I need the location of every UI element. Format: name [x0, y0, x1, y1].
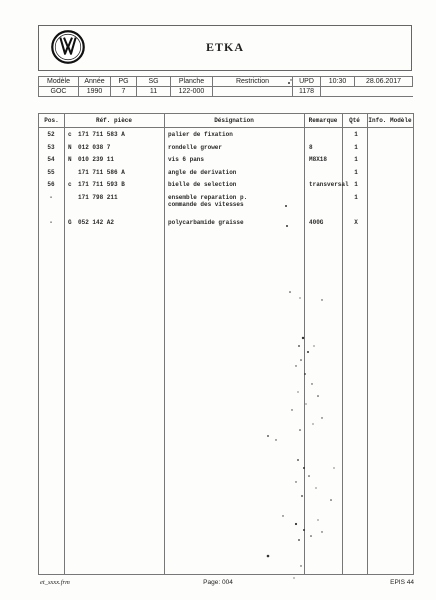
meta-value-row — [39, 87, 413, 97]
row-pos: - — [49, 218, 53, 226]
meta-value-pg: 7 — [111, 87, 137, 97]
header-qte: Qté — [349, 117, 360, 124]
row-pos: 55 — [47, 168, 55, 176]
row-prefix: N — [68, 143, 72, 151]
row-designation: vis 6 pans — [168, 156, 205, 164]
header-designation: Désignation — [214, 117, 254, 124]
row-ref: 171 711 583 A — [78, 131, 125, 138]
meta-label-row — [39, 77, 413, 87]
meta-value-upd: 1178 — [293, 87, 321, 97]
meta-date: 28.06.2017 — [355, 77, 413, 87]
meta-value-modele: GOC — [39, 87, 79, 97]
table-row — [39, 191, 413, 213]
table-row — [39, 128, 413, 141]
footer-page: Page: 004 — [203, 579, 233, 586]
row-prefix: G — [68, 218, 72, 226]
meta-label-restriction: Restriction — [213, 77, 293, 87]
meta-value-empty-1 — [321, 87, 355, 97]
meta-value-restriction — [213, 87, 293, 97]
table-header — [39, 114, 413, 128]
meta-label-pg: PG — [111, 77, 137, 87]
row-qte: 1 — [354, 181, 358, 189]
meta-value-planche: 122-000 — [171, 87, 213, 97]
row-designation: rondelle grower — [168, 143, 223, 151]
row-ref: 052 142 A2 — [78, 218, 115, 226]
row-remarque: transversal — [309, 181, 349, 189]
row-designation: angle de derivation — [168, 168, 237, 176]
row-remarque: 400G — [309, 218, 324, 226]
meta-value-empty-2 — [355, 87, 413, 97]
row-qte: 1 — [354, 168, 358, 176]
row-ref: 171 798 211 — [78, 193, 118, 201]
row-ref: 012 038 7 — [78, 143, 111, 151]
row-qte: 1 — [354, 193, 358, 201]
table-row — [39, 153, 413, 166]
row-pos: 53 — [47, 143, 55, 151]
row-designation: polycarbamide graisse — [168, 218, 244, 226]
header-box — [38, 25, 412, 71]
meta-label-planche: Planche — [171, 77, 213, 87]
row-remarque: 8 — [309, 143, 313, 151]
header-pos: Pos. — [44, 117, 59, 124]
table-row — [39, 216, 413, 229]
row-remarque: M8X18 — [309, 156, 328, 164]
row-pos: 52 — [47, 131, 55, 138]
header-ref: Réf. pièce — [95, 117, 132, 124]
meta-label-modele: Modèle — [39, 77, 79, 87]
table-row — [39, 141, 413, 154]
meta-value-annee: 1990 — [79, 87, 111, 97]
meta-label-sg: SG — [137, 77, 171, 87]
row-qte: 1 — [354, 131, 358, 138]
row-prefix: N — [68, 156, 72, 164]
row-prefix: c — [68, 131, 72, 138]
footer-form-name: et_sxxx.frm — [40, 579, 70, 586]
header-info: Info. Modèle — [368, 117, 412, 124]
row-pos: 56 — [47, 181, 55, 189]
row-designation: bielle de selection — [168, 181, 237, 189]
row-designation: palier de fixation — [168, 131, 233, 138]
table-row — [39, 166, 413, 179]
meta-time: 10:30 — [321, 77, 355, 87]
meta-table — [38, 76, 413, 97]
row-ref: 171 711 593 B — [78, 181, 125, 189]
row-pos: - — [49, 193, 53, 201]
row-ref: 010 239 11 — [78, 156, 115, 164]
meta-value-sg: 11 — [137, 87, 171, 97]
meta-label-annee: Année — [79, 77, 111, 87]
table-body — [39, 128, 413, 229]
meta-label-upd: UPD — [293, 77, 321, 87]
header-remarque: Remarque — [308, 117, 338, 124]
row-qte: 1 — [354, 156, 358, 164]
row-qte: X — [354, 218, 358, 226]
row-prefix: c — [68, 181, 72, 189]
table-row — [39, 178, 413, 191]
row-designation: ensemble reparation p. commande des vitesses — [168, 193, 248, 208]
parts-table — [38, 113, 414, 575]
row-pos: 54 — [47, 156, 55, 164]
row-qte: 1 — [354, 143, 358, 151]
row-ref: 171 711 586 A — [78, 168, 125, 176]
page-title: ETKA — [205, 40, 244, 54]
footer-epis: EPIS 44 — [390, 579, 414, 586]
